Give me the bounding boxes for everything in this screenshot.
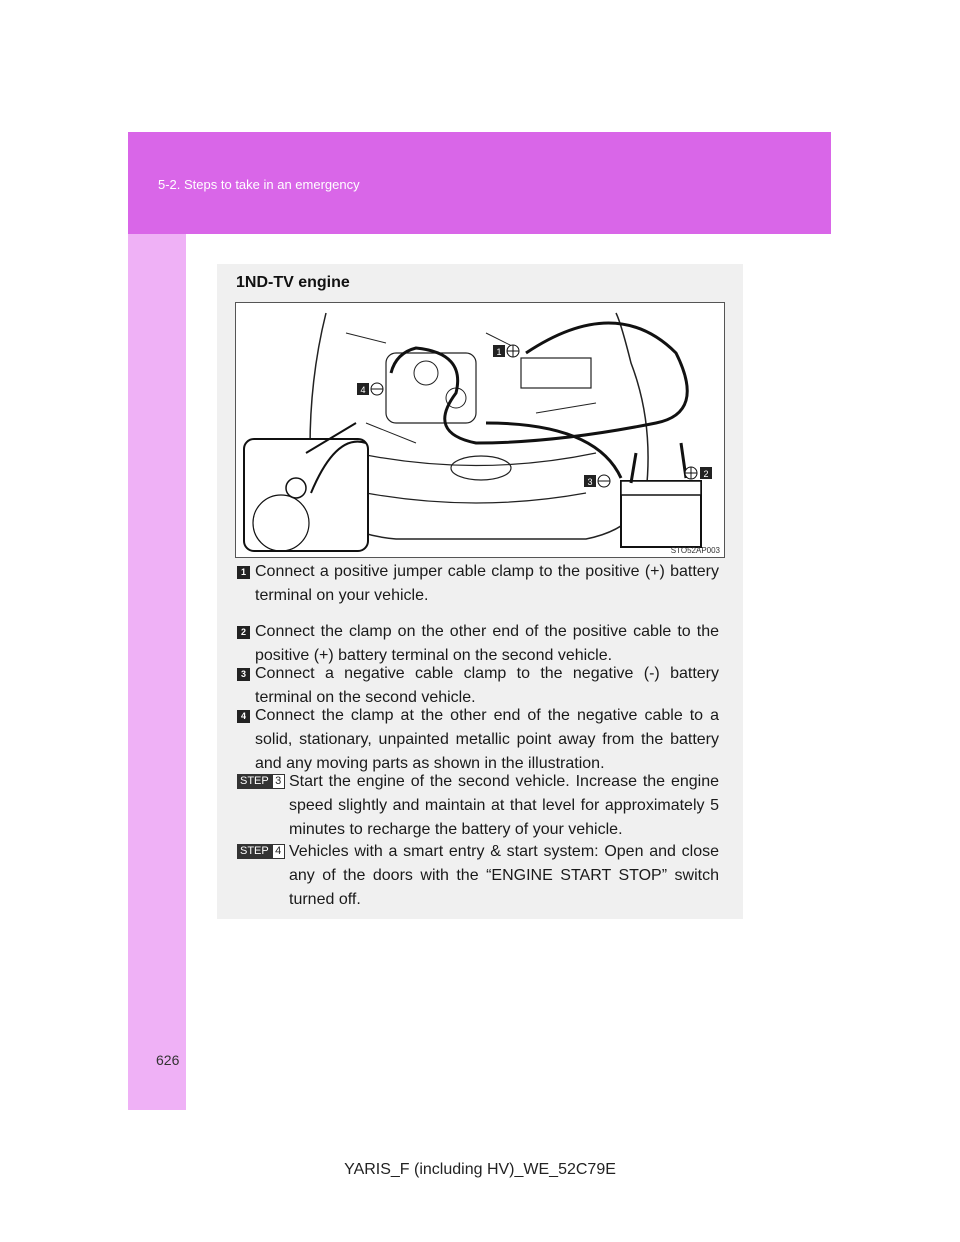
- step-label: STEP: [237, 844, 272, 859]
- step-text: Vehicles with a smart entry & start system: Open and close any of the doors with the “ENGINE START STOP” switch turned off.: [289, 843, 719, 908]
- instruction-3: [237, 662, 719, 710]
- section-header: [128, 132, 831, 234]
- step-badge: [237, 774, 285, 789]
- step-number: 4: [272, 844, 285, 859]
- instruction-text: Connect a negative cable clamp to the negative (-) battery terminal on the second vehicle.: [255, 665, 719, 706]
- svg-text:4: 4: [360, 385, 366, 395]
- callout-1: [493, 345, 519, 357]
- callout-2: [685, 467, 712, 479]
- step-badge: [237, 844, 285, 859]
- instruction-2: [237, 620, 719, 668]
- instruction-1: [237, 560, 719, 608]
- content-panel: [217, 264, 743, 919]
- engine-illustration: [235, 302, 725, 558]
- step-number: 3: [272, 774, 285, 789]
- side-strip: [128, 234, 186, 1110]
- item-number-badge: 2: [237, 626, 250, 639]
- callout-3: [584, 475, 610, 487]
- page-number: 626: [156, 1052, 180, 1068]
- step-3: [237, 770, 719, 842]
- svg-text:3: 3: [587, 477, 593, 487]
- document-footer: YARIS_F (including HV)_WE_52C79E: [344, 1161, 616, 1178]
- section-title: 5-2. Steps to take in an emergency: [158, 177, 360, 192]
- step-text: Start the engine of the second vehicle. Increase the engine speed slightly and maintain at that level for approximately 5 minutes to recharge the battery of your vehicle.: [289, 773, 719, 838]
- svg-text:2: 2: [703, 469, 709, 479]
- panel-title: 1ND-TV engine: [236, 274, 350, 291]
- step-4: [237, 840, 719, 912]
- svg-text:1: 1: [496, 347, 502, 357]
- figure-code: STO52AP003: [670, 546, 720, 555]
- instruction-text: Connect the clamp at the other end of the negative cable to a solid, stationary, unpainted metallic point away from the battery and any moving parts as shown in the illustration.: [255, 707, 719, 772]
- item-number-badge: 1: [237, 566, 250, 579]
- instruction-text: Connect a positive jumper cable clamp to the positive (+) battery terminal on your vehicle.: [255, 563, 719, 604]
- item-number-badge: 4: [237, 710, 250, 723]
- jump-start-diagram: [236, 303, 724, 557]
- step-label: STEP: [237, 774, 272, 789]
- callout-4: [357, 383, 383, 395]
- instruction-text: Connect the clamp on the other end of the positive cable to the positive (+) battery terminal on the second vehicle.: [255, 623, 719, 664]
- item-number-badge: 3: [237, 668, 250, 681]
- instruction-4: [237, 704, 719, 776]
